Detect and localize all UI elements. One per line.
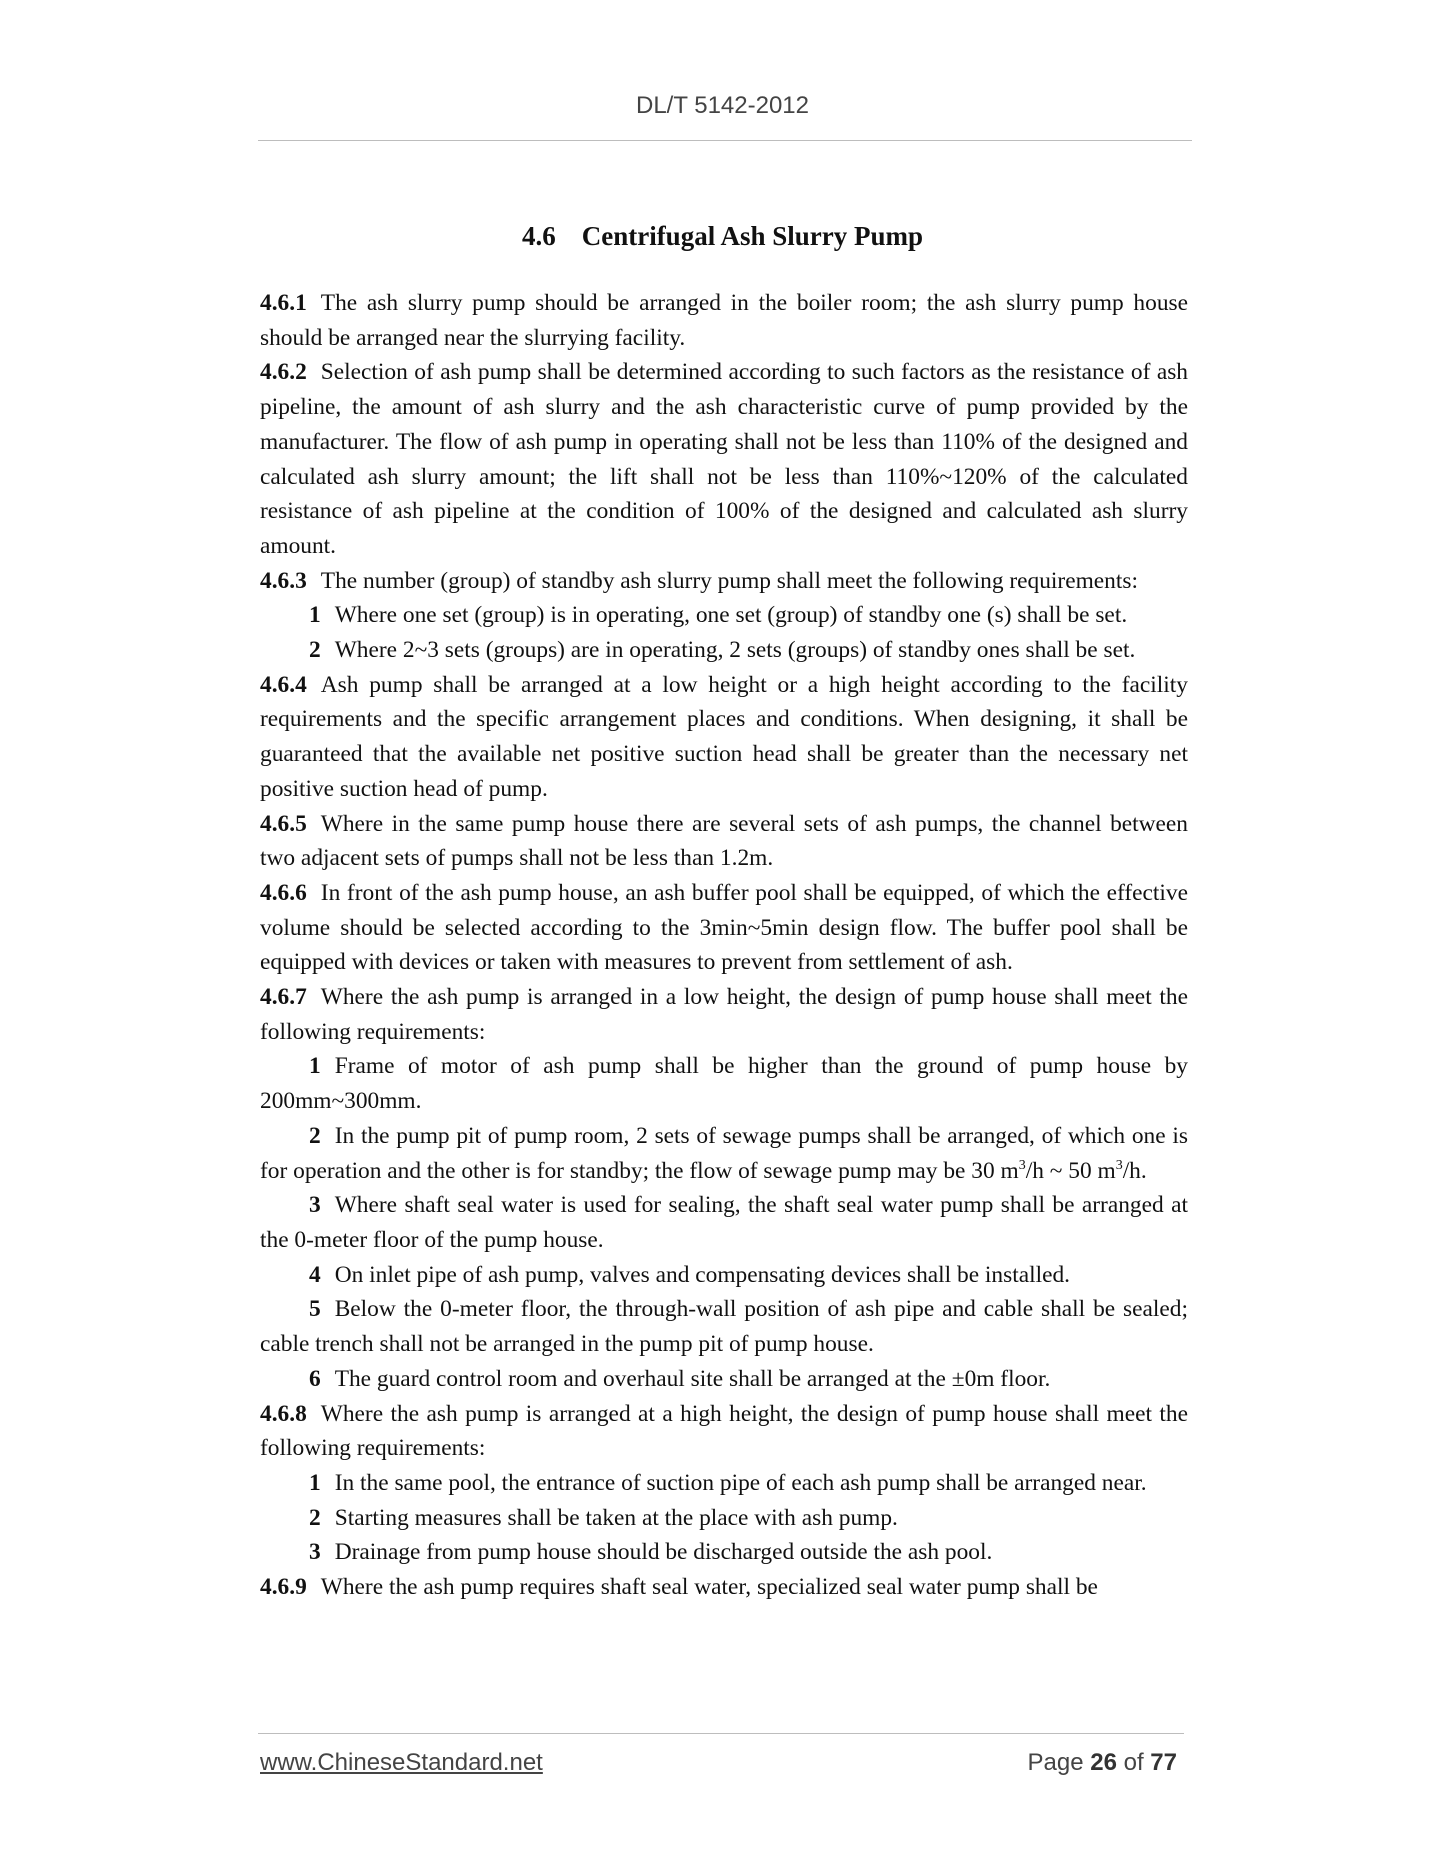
list-item: 1 Frame of motor of ash pump shall be higher than the ground of pump house by 200mm~300mm. [260,1053,1188,1115]
section-title-text: Centrifugal Ash Slurry Pump [581,221,924,251]
total-pages: 77 [1150,1749,1177,1776]
list-item: 3 Drainage from pump house should be discharged outside the ash pool. [309,1539,993,1566]
list-item: 3 Where shaft seal water is used for sealing, the shaft seal water pump shall be arranged at the 0-meter floor of the pump house. [260,1192,1188,1253]
website-link[interactable]: www.ChineseStandard.net [260,1749,543,1776]
list-item: 2 In the pump pit of pump room, 2 sets of sewage pumps shall be arranged, of which one is for operation and the other is for standby; the flow of sewage pump may be 30 $m^3/h$ ~ 50 $m^3/h$. [260,1122,1188,1184]
footer-divider [258,1733,1184,1734]
clause-4-6-8: 4.6.8 Where the ash pump is arranged at a high height, the design of pump house shall meet the following requirements: [260,1400,1188,1462]
document-header: DL/T 5142-2012 [635,92,809,119]
clause-4-6-3: 4.6.3 The number (group) of standby ash slurry pump shall meet the following requirements: [260,567,1138,594]
list-item: 1 In the same pool, the entrance of suction pipe of each ash pump shall be arranged near. [309,1469,1147,1496]
clause-4-6-9: 4.6.9 Where the ash pump requires shaft seal water, specialized seal water pump shall be [260,1574,1098,1601]
current-page: 26 [1090,1749,1117,1776]
clause-4-6-2: 4.6.2 Selection of ash pump shall be determined according to such factors as the resistance of ash pipeline, the amount of ash slurry and the ash characteristic curve of pump provided by the manufacturer. The flow of ash pump in operating shall not be less than 110% of the designed and calculated ash slurry amount; the lift shall not be less than 110%~120% of the calculated resistance of ash pipeline at the condition of 100% of the designed and calculated ash slurry amount. [260,359,1188,559]
page-indicator: Page 26 of 77 [1027,1749,1177,1776]
section-number: 4.6 [521,221,556,251]
document-body [260,286,1188,1605]
list-item: 4 On inlet pipe of ash pump, valves and compensating devices shall be installed. [309,1261,1071,1288]
clause-4-6-6: 4.6.6 In front of the ash pump house, an ash buffer pool shall be equipped, of which the effective volume should be selected according to the 3min~5min design flow. The buffer pool shall be equipped with devices or taken with measures to prevent from settlement of ash. [260,879,1188,976]
clause-4-6-1: 4.6.1 The ash slurry pump should be arranged in the boiler room; the ash slurry pump house should be arranged near the slurrying facility. [260,290,1188,351]
section-title [0,220,1445,252]
list-item: 1 Where one set (group) is in operating, one set (group) of standby one (s) shall be set. [309,602,1128,629]
list-item: 2 Where 2~3 sets (groups) are in operating, 2 sets (groups) of standby ones shall be set. [309,637,1136,664]
clause-4-6-4: 4.6.4 Ash pump shall be arranged at a low height or a high height according to the facility requirements and the specific arrangement places and conditions. When designing, it shall be guaranteed that the available net positive suction head shall be greater than the necessary net positive suction head of pump. [260,671,1188,802]
list-item: 6 The guard control room and overhaul site shall be arranged at the ±0m floor. [309,1365,1051,1392]
list-item: 5 Below the 0-meter floor, the through-wall position of ash pipe and cable shall be sealed; cable trench shall not be arranged in the pump pit of pump house. [260,1296,1188,1358]
list-item: 2 Starting measures shall be taken at the place with ash pump. [309,1504,898,1531]
clause-4-6-5: 4.6.5 Where in the same pump house there are several sets of ash pumps, the channel between two adjacent sets of pumps shall not be less than 1.2m. [260,810,1188,872]
header-divider [258,140,1192,141]
clause-4-6-7: 4.6.7 Where the ash pump is arranged in a low height, the design of pump house shall meet the following requirements: [260,984,1188,1045]
